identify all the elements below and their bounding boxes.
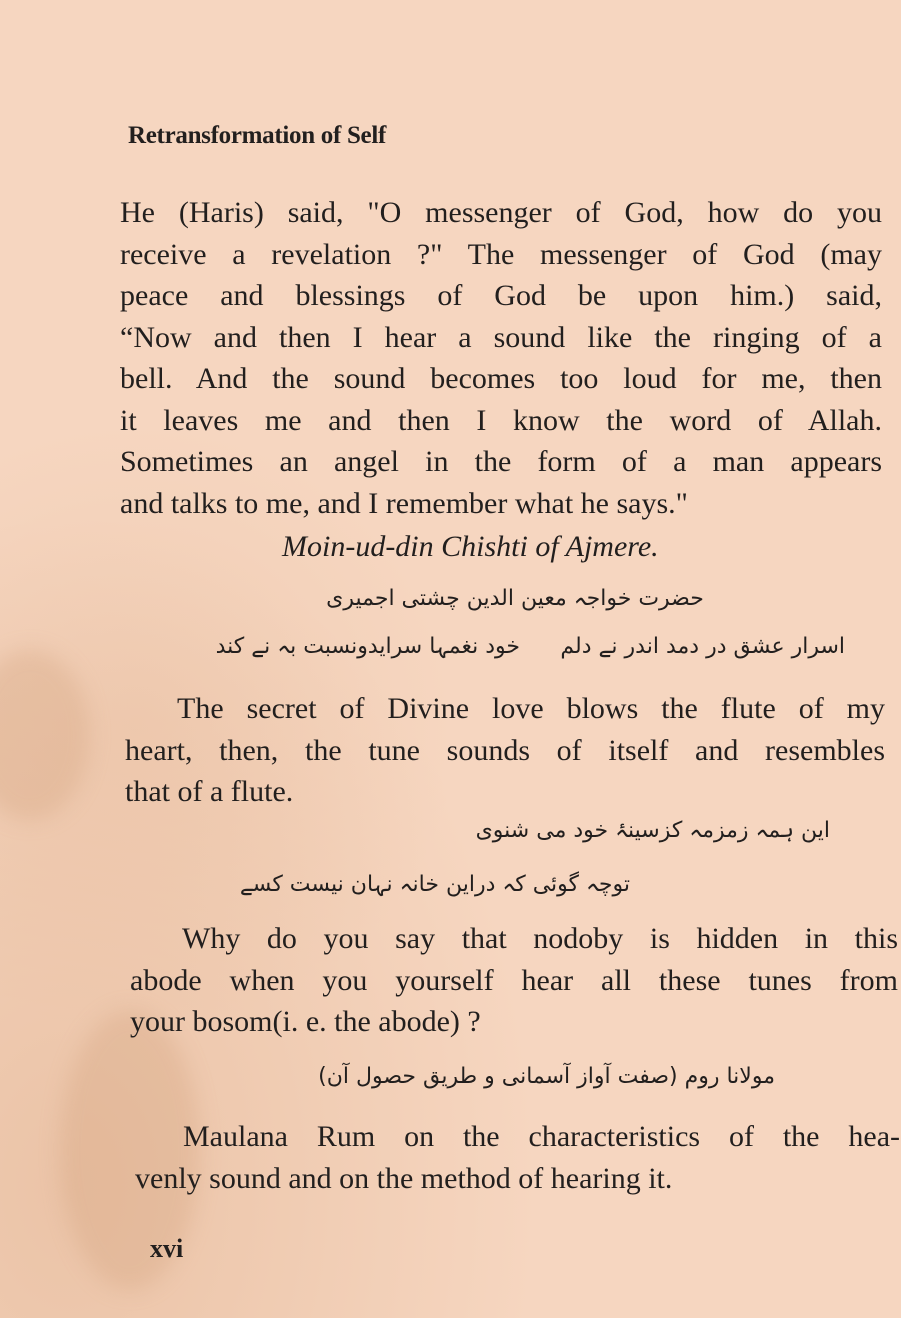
urdu-verse-1: این ہمہ زمزمہ کزسینۂ خود می شنوی bbox=[475, 818, 830, 843]
text-line: Why do you say that nodoby is hidden in this bbox=[182, 922, 898, 955]
paragraph-rumi bbox=[135, 1116, 900, 1199]
text-line: venly sound and on the method of hearing it. bbox=[135, 1161, 673, 1195]
paragraph-flute bbox=[125, 688, 885, 813]
text-line: He (Haris) said, "O messenger of God, how do you bbox=[120, 196, 882, 229]
text-line: and talks to me, and I remember what he says." bbox=[120, 486, 688, 520]
running-head: Retransformation of Self bbox=[128, 122, 387, 149]
text-line: Maulana Rum on the characteristics of the hea- bbox=[183, 1120, 900, 1153]
paragraph-abode bbox=[130, 918, 898, 1043]
urdu-verse-left: خود نغمہا سرایدونسبت بہ نے کند bbox=[215, 634, 520, 659]
text-line: “Now and then I hear a sound like the ringing of a bbox=[120, 320, 882, 354]
text-line: that of a flute. bbox=[125, 775, 294, 808]
page-number: xvi bbox=[150, 1234, 184, 1263]
text-line: your bosom(i. e. the abode) ? bbox=[130, 1005, 481, 1038]
text-line: it leaves me and then I know the word of Allah. bbox=[120, 403, 882, 437]
text-line: The secret of Divine love blows the flute of my bbox=[177, 692, 885, 725]
text-line: receive a revelation ?" The messenger of God (may bbox=[120, 237, 882, 271]
urdu-heading: حضرت خواجہ معین الدین چشتی اجمیری bbox=[326, 586, 704, 611]
urdu-heading-rumi: مولانا روم (صفت آواز آسمانی و طریق حصول آن) bbox=[318, 1064, 775, 1089]
urdu-verse-2: توچہ گوئی کہ دراین خانہ نہان نیست کسے bbox=[239, 872, 630, 897]
urdu-verse-right: اسرار عشق در دمد اندر نے دلم bbox=[560, 634, 845, 659]
text-line: heart, then, the tune sounds of itself and resembles bbox=[125, 733, 885, 767]
text-line: bell. And the sound becomes too loud for me, then bbox=[120, 362, 882, 395]
paragraph-hadith bbox=[120, 192, 882, 524]
paper-stain bbox=[0, 650, 90, 820]
attribution: Moin-ud-din Chishti of Ajmere. bbox=[282, 530, 659, 563]
text-line: peace and blessings of God be upon him.) said, bbox=[120, 279, 882, 312]
text-line: abode when you yourself hear all these tunes from bbox=[130, 963, 898, 997]
text-line: Sometimes an angel in the form of a man appears bbox=[120, 445, 882, 478]
